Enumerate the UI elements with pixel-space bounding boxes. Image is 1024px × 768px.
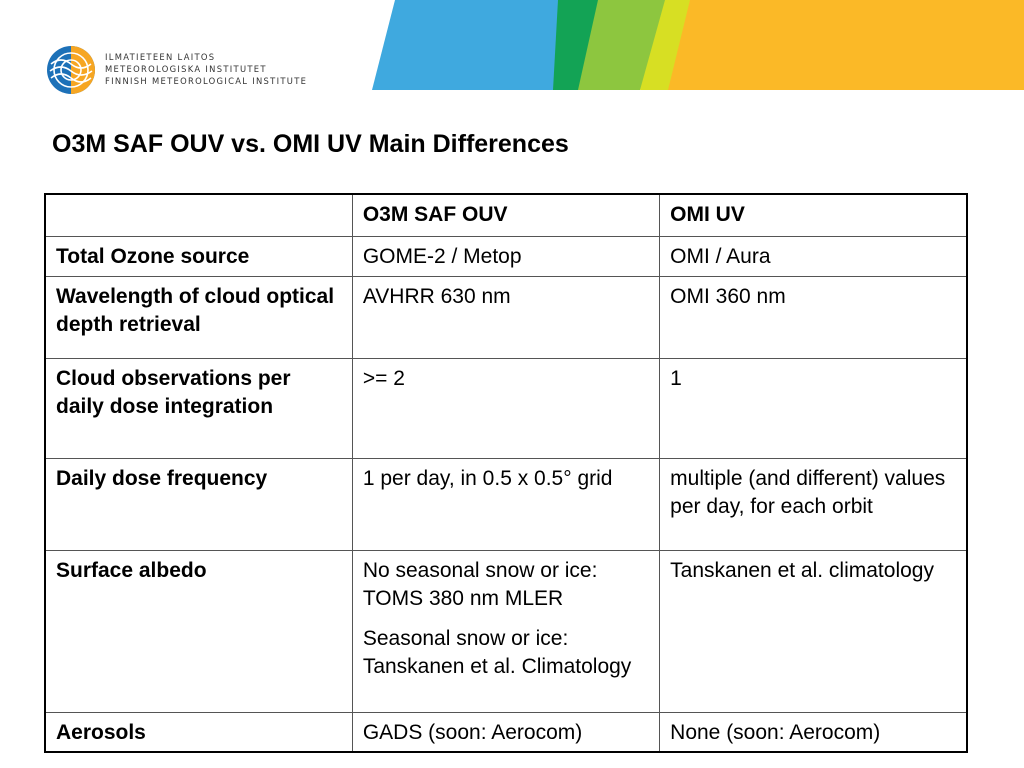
fmi-logo-icon (45, 44, 97, 96)
column-header-saf: O3M SAF OUV (352, 194, 659, 236)
institute-name-sv: METEOROLOGISKA INSTITUTET (105, 64, 267, 74)
slide-title: O3M SAF OUV vs. OMI UV Main Differences (52, 130, 569, 158)
cell-text: 1 (670, 366, 682, 390)
cell-text: Seasonal snow or ice: Tanskanen et al. Climatology (362, 626, 632, 678)
banner-band-orange (668, 0, 1024, 90)
cell-saf (352, 276, 659, 358)
cell-text: >= 2 (362, 366, 405, 390)
comparison-table (44, 193, 968, 753)
cell-saf (352, 712, 659, 752)
table-row (45, 458, 967, 550)
table-row (45, 276, 967, 358)
row-label: Cloud observations per daily dose integration (45, 358, 352, 458)
cell-omi (660, 236, 967, 276)
cell-text: Tanskanen et al. climatology (670, 558, 934, 582)
column-header-omi: OMI UV (660, 194, 967, 236)
cell-text: OMI / Aura (670, 244, 771, 268)
institute-name (105, 51, 365, 87)
cell-omi (660, 276, 967, 358)
institute-name-fi: ILMATIETEEN LAITOS (105, 52, 216, 62)
institute-name-en: FINNISH METEOROLOGICAL INSTITUTE (105, 76, 308, 86)
table-row (45, 550, 967, 712)
cell-saf (352, 458, 659, 550)
cell-text: GOME-2 / Metop (362, 244, 522, 268)
column-header-empty (45, 194, 352, 236)
table-row (45, 712, 967, 752)
cell-text: No seasonal snow or ice: TOMS 380 nm MLER (362, 558, 598, 610)
table-header-row (45, 194, 967, 236)
table-row (45, 358, 967, 458)
cell-text: None (soon: Aerocom) (670, 720, 881, 744)
row-label: Aerosols (45, 712, 352, 752)
cell-omi (660, 550, 967, 712)
row-label: Total Ozone source (45, 236, 352, 276)
cell-text: multiple (and different) values per day, for each orbit (670, 466, 946, 518)
row-label: Surface albedo (45, 550, 352, 712)
cell-saf (352, 358, 659, 458)
cell-saf (352, 236, 659, 276)
cell-text: AVHRR 630 nm (362, 284, 511, 308)
cell-text: 1 per day, in 0.5 x 0.5° grid (362, 466, 613, 490)
cell-omi (660, 458, 967, 550)
cell-omi (660, 712, 967, 752)
row-label: Wavelength of cloud optical depth retrieval (45, 276, 352, 358)
cell-text: GADS (soon: Aerocom) (362, 720, 583, 744)
row-label: Daily dose frequency (45, 458, 352, 550)
cell-saf (352, 550, 659, 712)
cell-omi (660, 358, 967, 458)
cell-text: OMI 360 nm (670, 284, 786, 308)
banner-band-blue (372, 0, 560, 90)
table-row (45, 236, 967, 276)
